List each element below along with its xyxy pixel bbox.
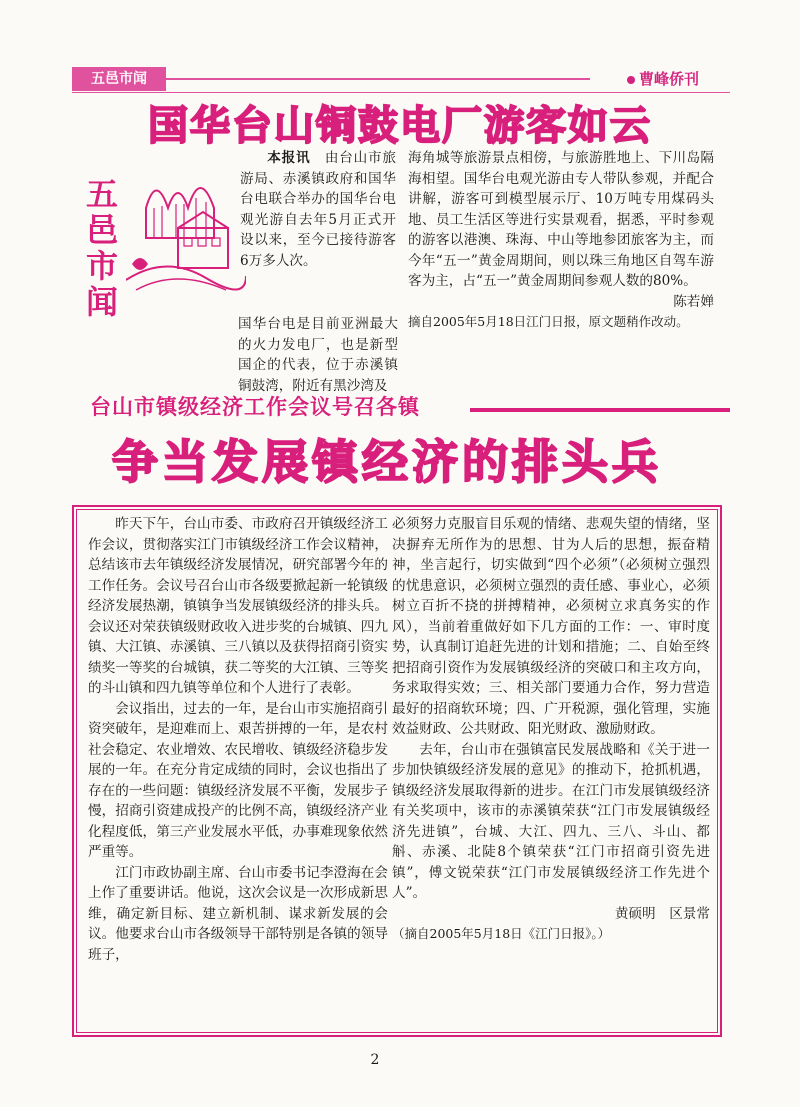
article2-source: （摘自2005年5月18日《江门日报》。） bbox=[392, 926, 611, 941]
logo-char: 闻 bbox=[85, 283, 118, 321]
article2-paragraph: 必须努力克服盲目乐观的情绪、悲观失望的情绪，坚决摒弃无所作为的思想、甘为人后的思想，振奋精神，坐言起行，切实做到“四个必须”（必须树立强烈的忧患意识，必须树立强烈的责任感、事业心，必须树立百折不挠的拼搏精神，必须树立求真务实的作风），当前着重做好如下几方面的工作：一、审时度势，认真制订追赶先进的计划和措施；二、自始至终把招商引资作为发展镇级经济的突破口和主攻方向，务求取得实效；三、相关部门要通力合作，努力营造最好的招商软环境；四、广开税源，强化管理，实施效益财政、公共财政、阳光财政、激励财政。 bbox=[392, 516, 710, 737]
article1-source: 摘自2005年5月18日江门日报，原文题稍作改动。 bbox=[408, 314, 689, 329]
article2-paragraph: 会议指出，过去的一年，是台山市实施招商引资突破年，是迎难而上、艰苦拼搏的一年，是农村社会稳定、农业增效、农民增收、镇级经济稳步发展的一年。在充分肯定成绩的同时，会议也指出了存在的一些问题：镇级经济发展不平衡，发展步子慢，招商引资建成投产的比例不高，镇级经济产业化程度低，第三产业发展水平低，办事难现象依然严重等。 bbox=[88, 700, 388, 860]
article2-paragraph: 去年，台山市在强镇富民发展战略和《关于进一步加快镇级经济发展的意见》的推动下，抢抓机遇，镇级经济发展取得新的进步。在江门市发展镇级经济有关奖项中，该市的赤溪镇荣获“江门市发展镇级经济先进镇”，台城、大江、四九、三八、斗山、都斛、赤溪、北陡8个镇荣获“江门市招商引资先进镇”，傅文锐荣获“江门市发展镇级经济工作先进个人”。 bbox=[392, 741, 710, 901]
article2-title: 争当发展镇经济的排头兵 bbox=[112, 435, 662, 489]
article1-para1: 由台山市旅游局、赤溪镇政府和国华台电联合举办的国华台电观光游自去年5月正式开设以来，至今已接待游客6万多人次。 bbox=[240, 150, 397, 269]
city-illustration-icon bbox=[126, 168, 246, 318]
section-label: 五邑市闻 bbox=[72, 67, 166, 91]
lead-label: 本报讯 bbox=[267, 150, 311, 166]
publication-label: 曹峰侨刊 bbox=[638, 70, 699, 88]
article1-column-right bbox=[408, 148, 714, 332]
article1-column-top bbox=[240, 148, 396, 271]
article1-para3: 海角城等旅游景点相傍，与旅游胜地上、下川岛隔海相望。国华台电观光游由专人带队参观，并配合讲解，游客可到模型展示厅、10万吨专用煤码头地、员工生活区等进行实景观看，据悉，平时参观的游客以港澳、珠海、中山等地参团旅客为主，而今年“五一”黄金周期间，则以珠三角地区自驾车游客为主，占“五一”黄金周期间参观人数的80%。 bbox=[408, 150, 714, 289]
article1-title: 国华台山铜鼓电厂游客如云 bbox=[148, 103, 652, 149]
page-number: 2 bbox=[370, 1052, 380, 1068]
article2-paragraph: 江门市政协副主席、台山市委书记李澄海在会上作了重要讲话。他说，这次会议是一次形成新思维，确定新目标、建立新机制、谋求新发展的会议。他要求台山市各级领导干部特别是各镇的领导班子， bbox=[88, 864, 388, 963]
header-rule bbox=[166, 78, 590, 80]
bullet-icon bbox=[627, 76, 635, 84]
subtitle-rule bbox=[470, 408, 730, 412]
article1-author: 陈若婵 bbox=[673, 293, 714, 310]
article1-para2: 国华台电是目前亚洲最大的火力发电厂，也是新型国企的代表，位于赤溪镇铜鼓湾，附近有黑沙湾及 bbox=[238, 316, 398, 394]
logo-char: 五 bbox=[85, 175, 118, 213]
header-underline bbox=[72, 92, 730, 93]
article2-paragraph: 昨天下午，台山市委、市政府召开镇级经济工作会议，贯彻落实江门市镇级经济工作会议精神，总结该市去年镇级经济发展情况，研究部署今年的工作任务。会议号召台山市各级要掀起新一轮镇级经济发展热潮，镇镇争当发展镇级经济的排头兵。会议还对荣获镇级财政收入进步奖的台城镇、四九镇、大江镇、赤溪镇、三八镇以及获得招商引资实绩奖一等奖的台城镇，获二等奖的大江镇、三等奖的斗山镇和四九镇等单位和个人进行了表彰。 bbox=[88, 516, 388, 696]
article2-author: 黄硕明 区景常 bbox=[614, 905, 710, 922]
article2-subtitle: 台山市镇级经济工作会议号召各镇 bbox=[90, 395, 420, 419]
logo-char: 邑 bbox=[85, 211, 118, 249]
logo-char: 市 bbox=[85, 247, 118, 285]
article2-column-right bbox=[392, 514, 710, 944]
publication-name bbox=[596, 67, 730, 91]
article2-column-left bbox=[88, 514, 388, 965]
logo-text bbox=[82, 176, 122, 320]
section-logo bbox=[82, 168, 252, 321]
article1-column-bottom bbox=[98, 314, 398, 396]
